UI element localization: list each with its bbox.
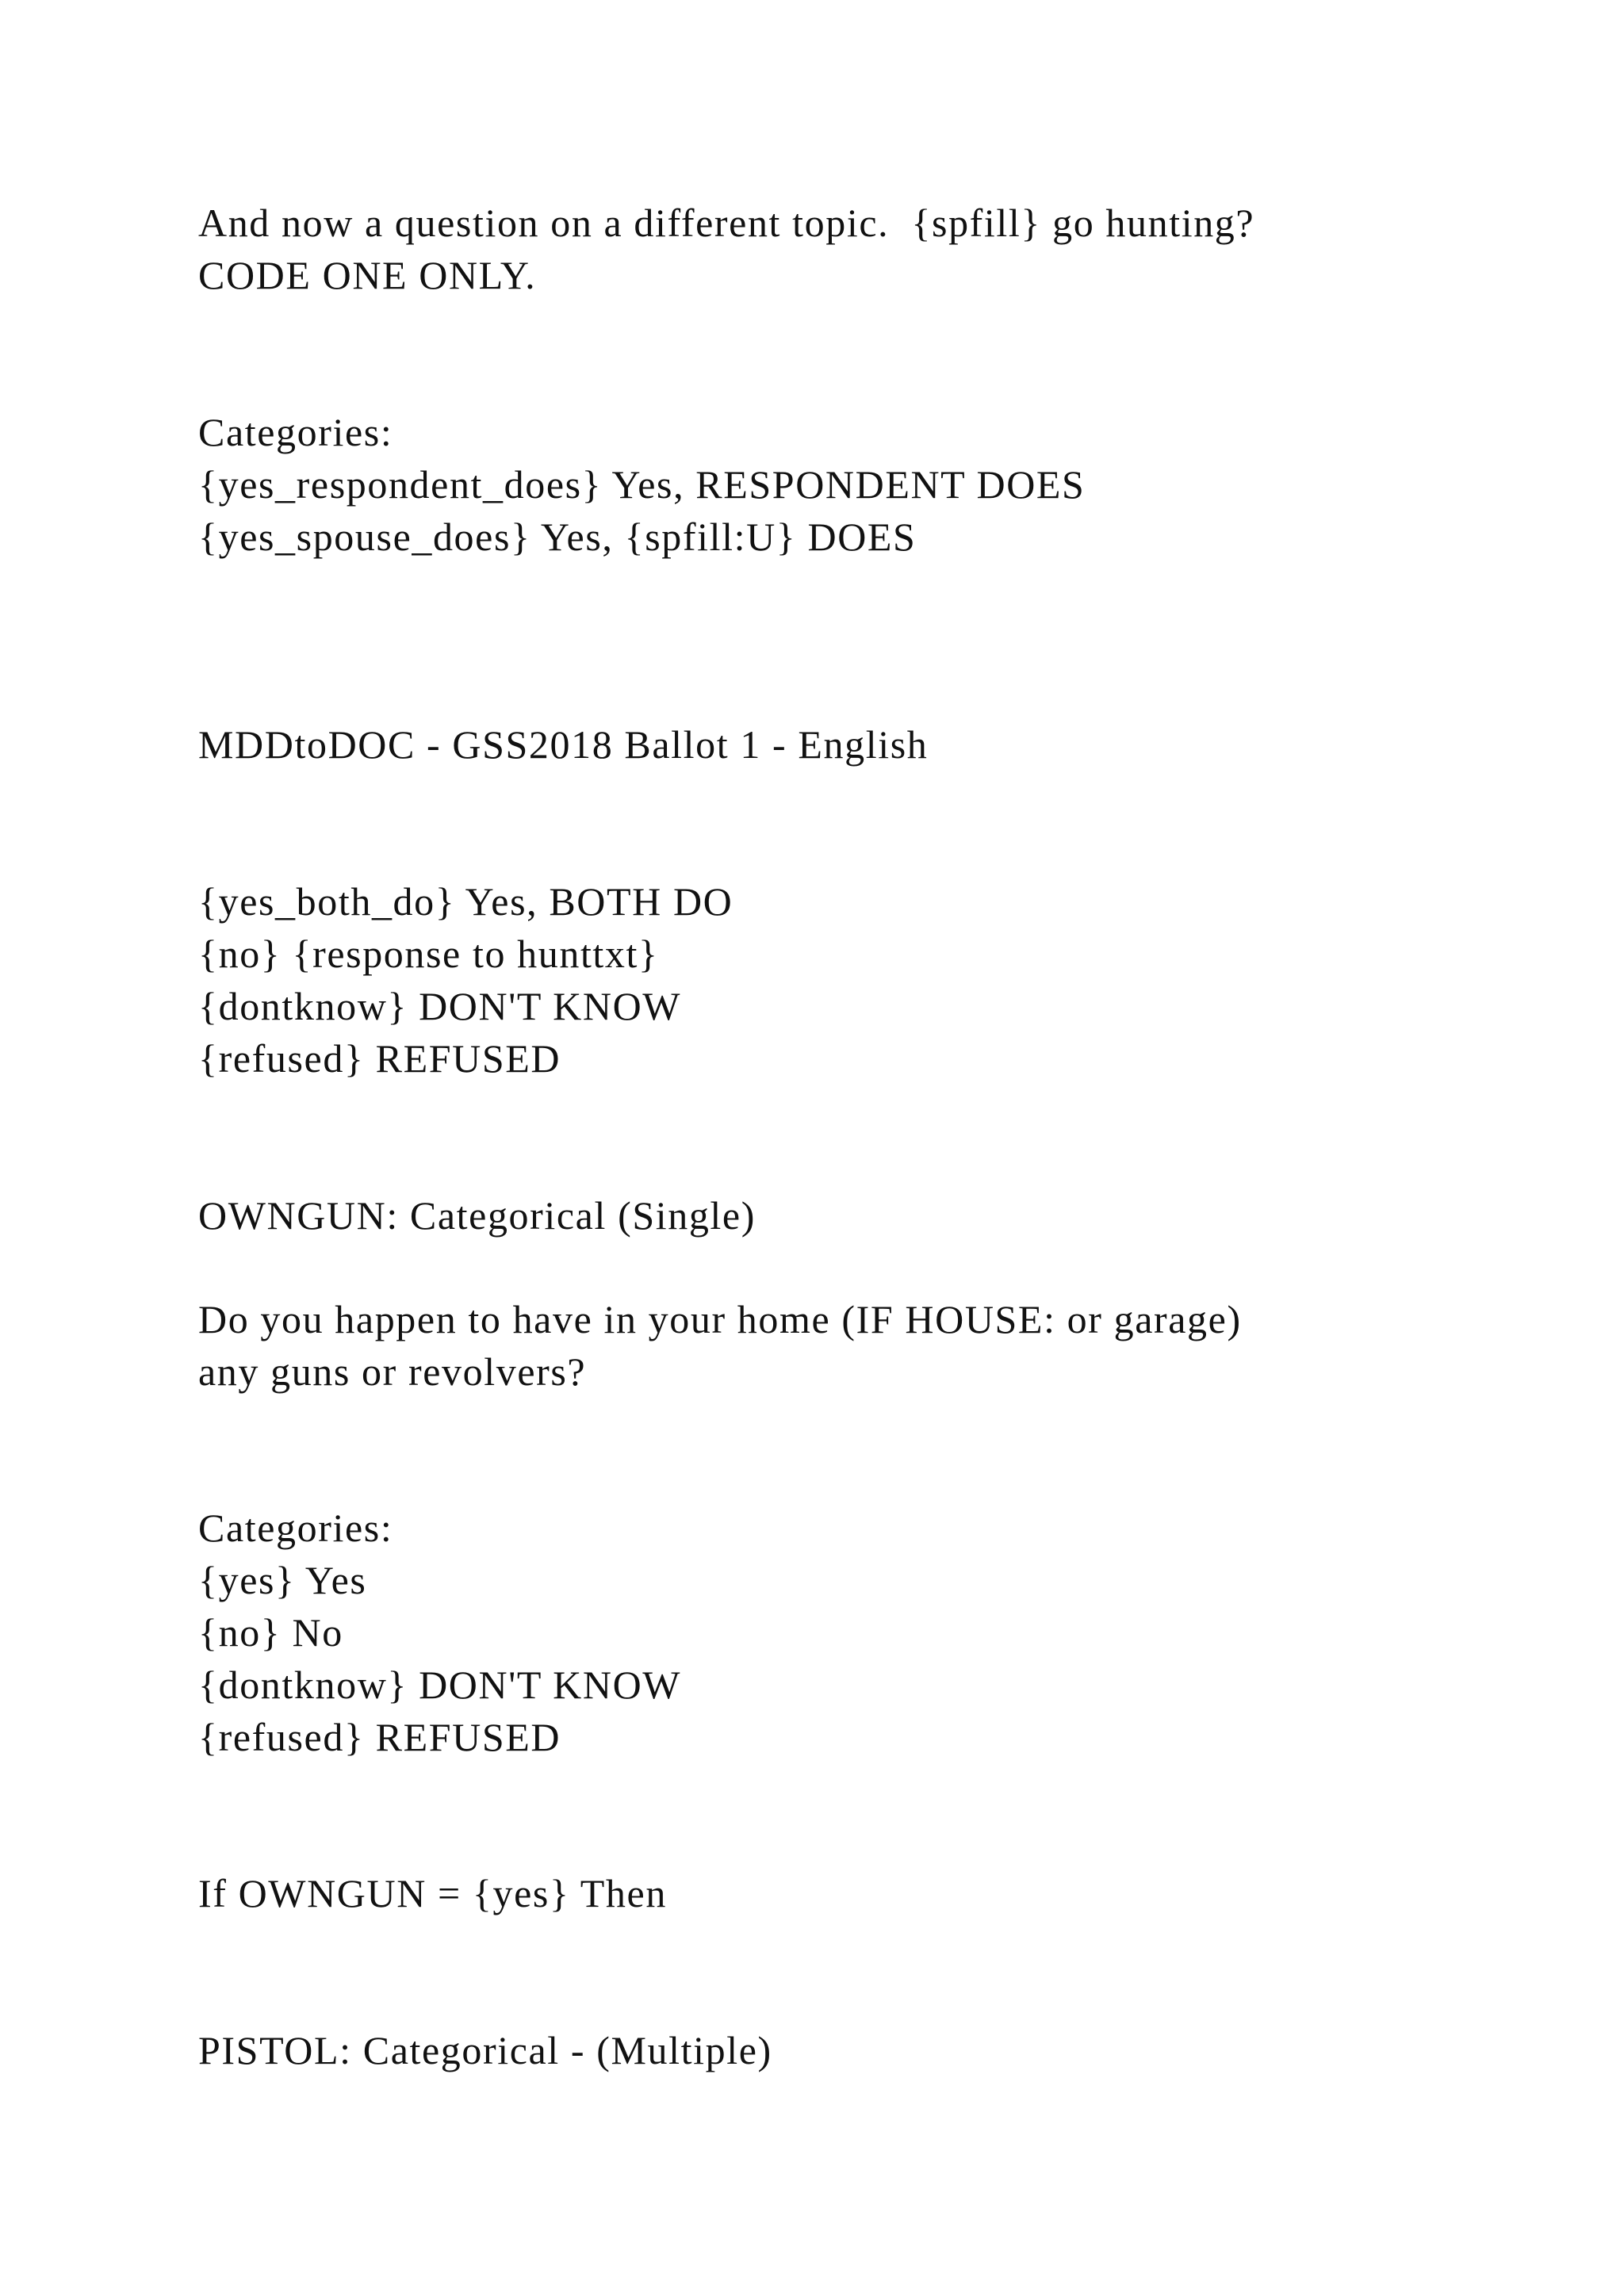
owngun-question-line-2: any guns or revolvers?: [198, 1349, 587, 1394]
page-header: MDDtoDOC - GSS2018 Ballot 1 - English: [198, 722, 929, 767]
hunting-category-item: {no} {response to hunttxt}: [198, 932, 659, 976]
owngun-category-item: {yes} Yes: [198, 1558, 367, 1602]
hunting-category-item: {refused} REFUSED: [198, 1036, 561, 1081]
hunting-question-line-1: And now a question on a different topic. {spfill} go hunting?: [198, 201, 1255, 245]
owngun-category-item: {dontknow} DON'T KNOW: [198, 1663, 682, 1707]
owngun-category-item: {refused} REFUSED: [198, 1715, 561, 1759]
owngun-categories-label: Categories:: [198, 1506, 393, 1550]
hunting-category-item: {yes_both_do} Yes, BOTH DO: [198, 879, 733, 924]
condition-line: If OWNGUN = {yes} Then: [198, 1871, 667, 1915]
hunting-category-item: {yes_respondent_does} Yes, RESPONDENT DOES: [198, 462, 1086, 507]
owngun-category-item: {no} No: [198, 1610, 343, 1655]
hunting-category-item: {dontknow} DON'T KNOW: [198, 984, 682, 1028]
pistol-heading: PISTOL: Categorical - (Multiple): [198, 2028, 772, 2072]
hunting-categories-label: Categories:: [198, 410, 393, 454]
owngun-heading: OWNGUN: Categorical (Single): [198, 1193, 756, 1238]
owngun-question-line-1: Do you happen to have in your home (IF HOUSE: or garage): [198, 1297, 1242, 1341]
hunting-category-item: {yes_spouse_does} Yes, {spfill:U} DOES: [198, 515, 917, 559]
hunting-question-line-2: CODE ONE ONLY.: [198, 253, 537, 297]
